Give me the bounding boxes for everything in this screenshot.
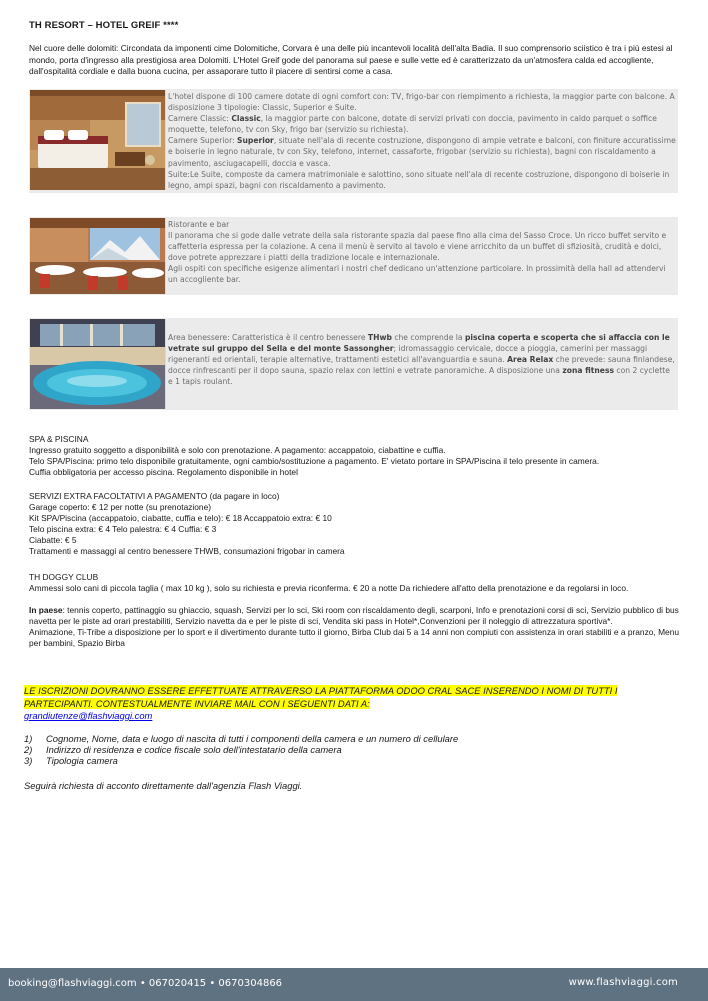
notice-text: LE ISCRIZIONI DOVRANNO ESSERE EFFETTUATE ATTRAVERSO LA PIATTAFORMA ODOO CRAL SACE INSERENDO I NOMI DI TUTTI I PARTECIPANTI. CONTESTUALMENTE INVIARE MAIL CON I SEGUENTI DATI A:: [24, 685, 618, 709]
extras-section: [29, 491, 689, 558]
requirements-list: [24, 733, 684, 767]
extras-heading: SERVIZI EXTRA FACOLTATIVI A PAGAMENTO (da pagare in loco): [29, 491, 280, 501]
wellness-description: Area benessere: Caratteristica è il centro benessere THwb che comprende la piscina coperta e scoperta che si affaccia con le vetrate sul gruppo del Sella e del monte Sassongher; idromassaggio cervicale, docce a pioggia, camerini per massaggi rigeneranti ed orientali, terapie alternative, trattamenti estetici all'avanguardia e sauna. Area Relax che prevede: sauna finlandese, docce rinfrescanti per il dopo sauna, spazio relax con lettini e vetrate panoramiche. A disposizione una zona fitness con 2 cyclette e 1 tapis roulant.: [168, 333, 675, 387]
spa-section: [29, 434, 689, 478]
doggy-heading: TH DOGGY CLUB: [29, 572, 99, 582]
extras-line: Kit SPA/Piscina (accappatoio, ciabatte, cuffia e telo): € 18 Accappatoio extra: € 10: [29, 513, 332, 524]
intro-paragraph: Nel cuore delle dolomiti: Circondata da imponenti cime Dolomitiche, Corvara è una delle più incantevoli località dell'alta Badia. Il suo comprensorio sciistico è tra i più estesi al mondo, porta d'ingresso alla prestigiosa area Dolomiti. L'Hotel Greif gode del panorama sul paese e sulle vette ed è caratterizzato da un'atmosfera calda ed accogliente, dall'ospitalità cordiale e dalla buona cucina, per assaporare tutto il piacere di sentirsi come a casa.: [29, 43, 673, 76]
extras-line: Trattamenti e massaggi al centro benessere THWB, consumazioni frigobar in camera: [29, 546, 345, 557]
restaurant-description: [168, 219, 676, 286]
extras-line: Garage coperto: € 12 per notte (su prenotazione): [29, 502, 212, 513]
list-item: 2) Indirizzo di residenza e codice fiscale solo dell'intestatario della camera: [24, 744, 342, 756]
restaurant-card: [29, 217, 678, 295]
restaurant-heading: Ristorante e bar: [168, 220, 230, 229]
footer-bar: [0, 968, 708, 1001]
rooms-intro: L'hotel dispone di 100 camere dotate di ogni comfort con: TV, frigo-bar con riempimento a richiesta, la maggior parte con balcone. A disposizione 3 tipologie: Classic, Superior e Suite.: [168, 92, 675, 113]
restaurant-text-1: Il panorama che si gode dalle vetrate della sala ristorante spazia dal paese fino alla cima del Sasso Croce. Un ricco buffet servito e caffetteria espressa per la colazione. A cena il menù è servito al tavolo e viene arricchito da un buffet di sfiziosità, crudità e dolci, dove potrete apprezzare i piatti della tradizione locale e internazionale.: [168, 231, 667, 263]
extras-line: Telo piscina extra: € 4 Telo palestra: € 4 Cuffia: € 3: [29, 524, 217, 535]
wellness-card: [29, 318, 678, 410]
closing-text: Seguirà richiesta di acconto direttamente dall'agenzia Flash Viaggi.: [24, 780, 303, 791]
page-title: TH RESORT – HOTEL GREIF ****: [29, 20, 179, 31]
restaurant-photo: [30, 218, 166, 294]
spa-line: Cuffia obbligatoria per accesso piscina. Regolamento disponibile in hotel: [29, 467, 298, 478]
restaurant-text-2: Agli ospiti con specifiche esigenze alimentari i nostri chef dedicano un'attenzione particolare. In prossimità della hall ad attendervi un accogliente bar.: [168, 264, 666, 285]
list-item: 1) Cognome, Nome, data e luogo di nascita di tutti i componenti della camera e un numero di cellulare: [24, 733, 459, 744]
registration-notice: [24, 685, 684, 723]
in-paese-section: [29, 605, 689, 649]
in-paese-text: In paese: tennis coperto, pattinaggio su ghiaccio, squash, Servizi per lo sci, Ski room con riscaldamento degli, scarponi, Info e prenotazioni corsi di sci, Servizio pubblico di bus navetta per le piste ad orari prestabiliti, Servizio navetta da e per le piste di sci, Vendita ski pass in Hotel*,Convenzioni per il noleggio di attrezzatura sportiva*.: [29, 605, 679, 627]
room-photo: [30, 90, 166, 190]
spa-line: Ingresso gratuito soggetto a disponibilità e solo con prenotazione. A pagamento: accappatoio, ciabattine e cuffia.: [29, 445, 446, 456]
email-link[interactable]: grandiutenze@flashviaggi.com: [24, 710, 153, 721]
spa-line: Telo SPA/Piscina: primo telo disponibile gratuitamente, ogni cambio/sostituzione a pagamento. E' vietato portare in SPA/Piscina il telo presente in camera.: [29, 456, 600, 467]
rooms-superior: Camere Superior: Superior, situate nell'ala di recente costruzione, dispongono di ampie vetrate e balconi, con finiture accuratissime e boiserie in legno naturale, tv con Sky, telefono, internet, cassaforte, frigobar (servizio su richiesta), bagni con riscaldamento a pavimento, asciugacapelli, doccia e vasca.: [168, 136, 676, 168]
doggy-text: Ammessi solo cani di piccola taglia ( max 10 kg ), solo su richiesta e previa riconferma. € 20 a notte Da richiedere all'atto della prenotazione e da regolarsi in loco.: [29, 583, 629, 594]
rooms-description: [168, 91, 676, 191]
doggy-section: [29, 572, 689, 594]
footer-contacts: booking@flashviaggi.com • 067020415 • 0670304866: [8, 978, 283, 989]
footer-website[interactable]: www.flashviaggi.com: [568, 977, 678, 988]
extras-line: Ciabatte: € 5: [29, 535, 77, 546]
list-item: 3) Tipologia camera: [24, 755, 118, 767]
pool-photo: [30, 319, 166, 409]
rooms-classic: Camere Classic: Classic, la maggior parte con balcone, dotate di servizi privati con doccia, pavimento in caldo parquet o soffice moquette, telefono, tv con Sky, frigo bar (servizio su richiesta).: [168, 114, 657, 135]
rooms-suite: Suite:Le Suite, composte da camera matrimoniale e salottino, sono situate nell'ala di recente costruzione, dispongono di boiserie in legno, ampi spazi, bagni con riscaldamento a pavimento.: [168, 169, 670, 190]
animation-text: Animazione, Ti-Tribe a disposizione per lo sport e il divertimento durante tutto il giorno, Birba Club dai 5 a 14 anni non compiuti con assistenza in orari stabiliti e a pranzo, Menu per bambini, Spazio Birba: [29, 627, 680, 649]
spa-heading: SPA & PISCINA: [29, 434, 89, 444]
rooms-card: [29, 89, 678, 193]
